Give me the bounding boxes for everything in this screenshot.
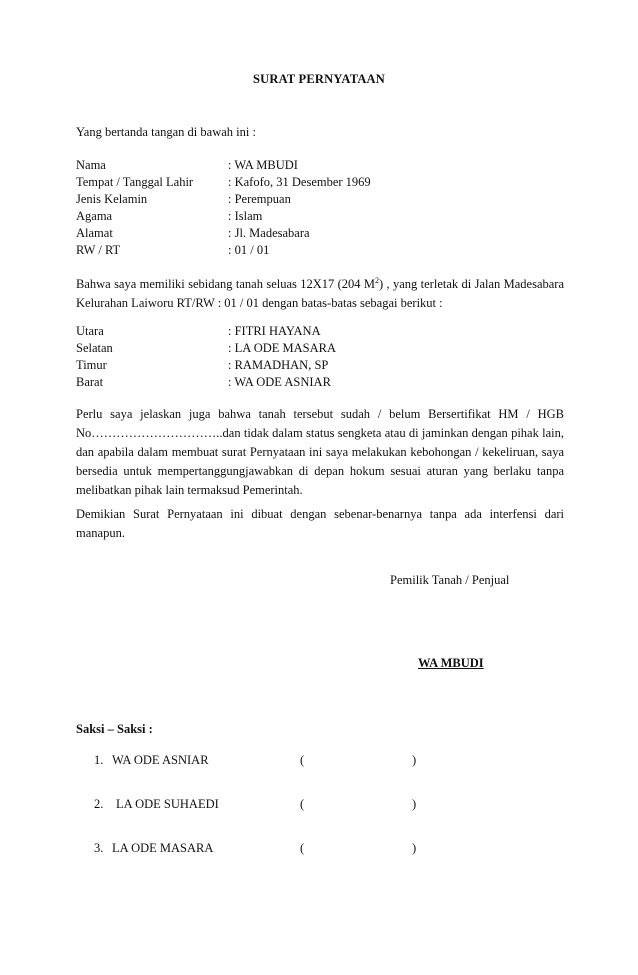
signature-bracket-open: ( <box>300 797 305 811</box>
border-value: : RAMADHAN, SP <box>228 358 329 372</box>
intro-text: Yang bertanda tangan di bawah ini : <box>76 125 256 139</box>
witness-row <box>94 753 434 769</box>
border-row <box>76 324 576 340</box>
signer-role: Pemilik Tanah / Penjual <box>390 573 510 587</box>
border-row <box>76 358 576 374</box>
identity-value: : WA MBUDI <box>228 158 298 172</box>
identity-value: : Islam <box>228 209 263 223</box>
witness-number: 1. <box>94 753 104 767</box>
identity-value: : Perempuan <box>228 192 291 206</box>
land-statement-text-a: Bahwa saya memiliki sebidang tanah seluas 12X17 (204 M <box>76 277 376 292</box>
identity-label: Jenis Kelamin <box>76 192 148 206</box>
identity-label: Tempat / Tanggal Lahir <box>76 175 194 189</box>
witness-name: LA ODE SUHAEDI <box>116 797 219 811</box>
signature-bracket-close: ) <box>412 753 417 767</box>
border-value: : LA ODE MASARA <box>228 341 336 355</box>
identity-label: Nama <box>76 158 106 172</box>
signature-bracket-open: ( <box>300 841 305 855</box>
identity-value: : Kafofo, 31 Desember 1969 <box>228 175 371 189</box>
area-exponent: 2 <box>375 276 380 285</box>
witness-row <box>94 797 434 813</box>
witnesses-heading: Saksi – Saksi : <box>76 722 153 736</box>
witness-name: LA ODE MASARA <box>112 841 214 855</box>
signature-bracket-close: ) <box>412 797 417 811</box>
border-value: : FITRI HAYANA <box>228 324 321 338</box>
identity-value: : Jl. Madesabara <box>228 226 310 240</box>
document-title: SURAT PERNYATAAN <box>252 72 386 86</box>
signer-name: WA MBUDI <box>418 656 484 670</box>
signature-bracket-open: ( <box>300 753 305 767</box>
border-value: : WA ODE ASNIAR <box>228 375 331 389</box>
border-label: Barat <box>76 375 104 389</box>
identity-label: Agama <box>76 209 113 223</box>
signature-bracket-close: ) <box>412 841 417 855</box>
witness-name: WA ODE ASNIAR <box>112 753 209 767</box>
identity-value: : 01 / 01 <box>228 243 270 257</box>
border-row <box>76 341 576 357</box>
border-label: Timur <box>76 358 107 372</box>
border-row <box>76 375 576 391</box>
identity-label: Alamat <box>76 226 113 240</box>
identity-row <box>76 192 576 208</box>
identity-row <box>76 226 576 242</box>
identity-row <box>76 175 576 191</box>
closing-paragraph: Demikian Surat Pernyataan ini dibuat dengan sebenar-benarnya tanpa ada interfensi dari manapun. <box>76 507 564 540</box>
border-label: Selatan <box>76 341 113 355</box>
explanation-paragraph: Perlu saya jelaskan juga bahwa tanah tersebut sudah / belum Bersertifikat HM / HGB No…………………………..dan tidak dalam status sengketa atau di jaminkan dengan pihak lain, dan apabila dalam membuat surat Pernyataan ini saya melakukan kebohongan / kekeliruan, saya bersedia untuk mempertanggungjawabkan di depan hokum sesuai aturan yang berlaku tanpa melibatkan pihak lain termaksud Pemerintah. <box>76 407 564 497</box>
border-label: Utara <box>76 324 104 338</box>
land-statement <box>76 271 564 313</box>
identity-row <box>76 209 576 225</box>
land-statement-text-b: ) , yang terletak di Jalan Madesabara Kelurahan Laiworu RT/RW : 01 / 01 dengan batas-batas sebagai berikut : <box>76 277 564 311</box>
identity-label: RW / RT <box>76 243 121 257</box>
identity-row <box>76 243 576 259</box>
witness-number: 2. <box>94 797 104 811</box>
witness-row <box>94 841 434 857</box>
identity-row <box>76 158 576 174</box>
witness-number: 3. <box>94 841 104 855</box>
